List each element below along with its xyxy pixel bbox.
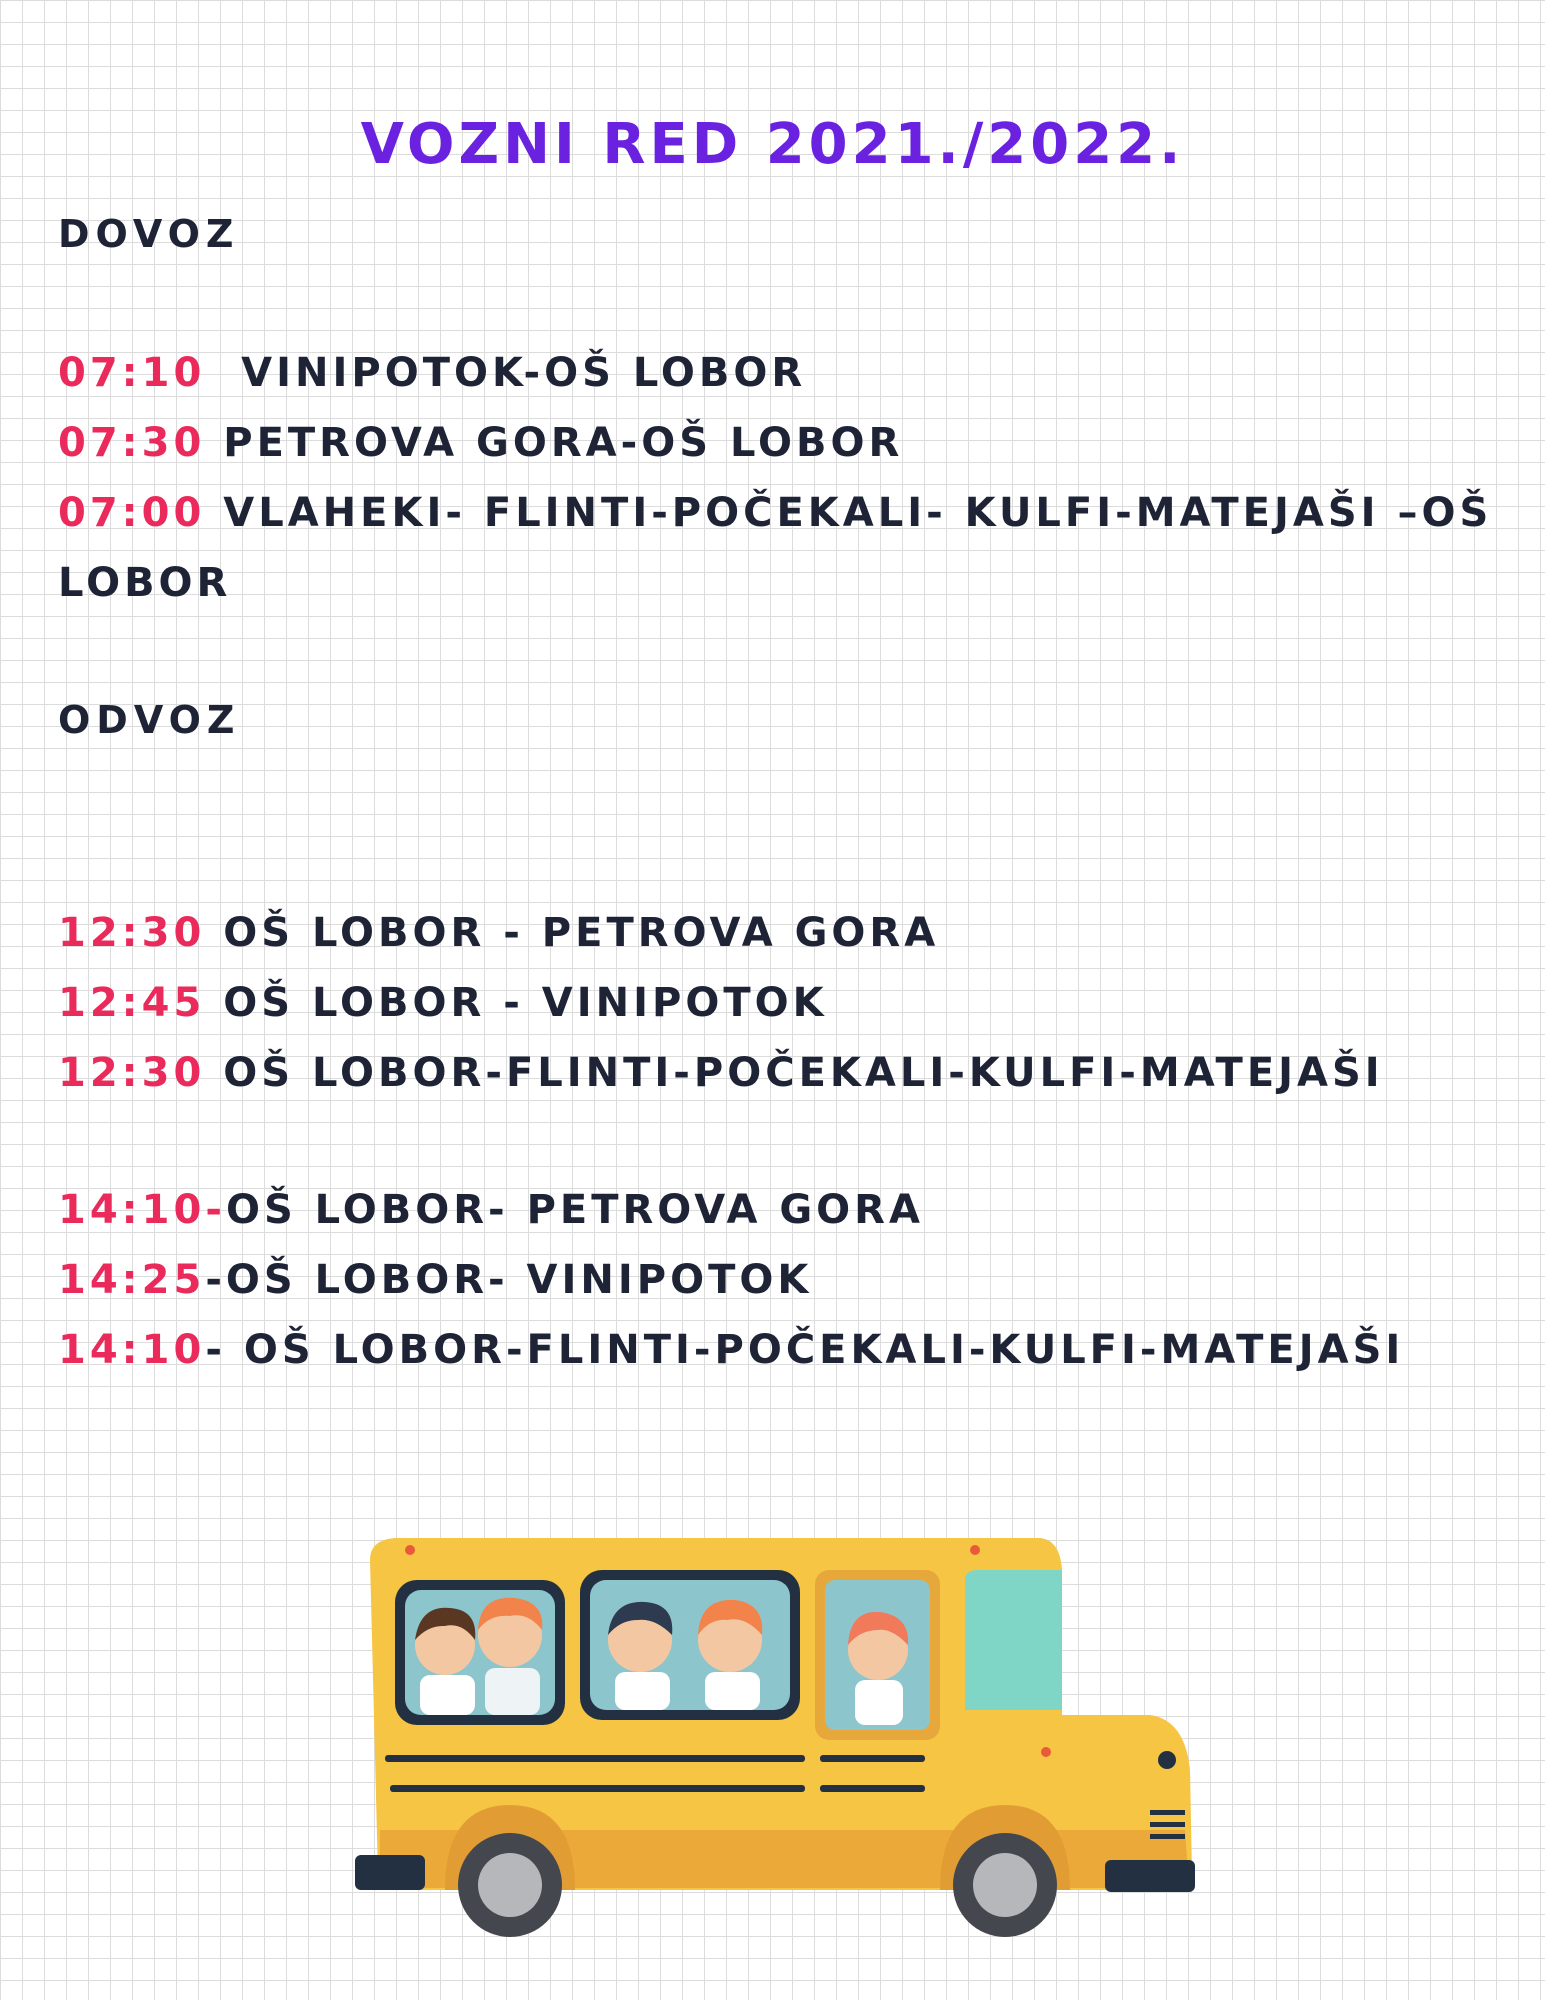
section-heading-dovoz: DOVOZ [58,212,240,256]
section-heading-odvoz: ODVOZ [58,698,241,742]
departure-time: 14:10- [58,1187,226,1233]
route-text: PETROVA GORA-OŠ LOBOR [205,420,904,466]
route-text: OŠ LOBOR-FLINTI-POČEKALI-KULFI-MATEJAŠI [205,1050,1384,1096]
route-text: -OŠ LOBOR- VINIPOTOK [205,1257,813,1303]
route-text: VLAHEKI- FLINTI-POČEKALI- KULFI-MATEJAŠI –OŠ LOBOR [58,490,1493,606]
departure-time: 07:30 [58,420,206,466]
schedule-row [58,478,1498,618]
route-text: OŠ LOBOR - PETROVA GORA [205,910,940,956]
route-text: OŠ LOBOR - VINIPOTOK [205,980,828,1026]
departure-time: 12:45 [58,980,206,1026]
route-text: OŠ LOBOR- PETROVA GORA [225,1187,924,1233]
schedule-row [58,408,1498,478]
page-title: VOZNI RED 2021./2022. [360,112,1185,177]
departure-time: 14:10 [58,1327,206,1373]
departure-time: 14:25 [58,1257,206,1303]
departure-time: 12:30 [58,1050,206,1096]
schedule-row [58,1038,1498,1108]
schedule-row [58,1315,1498,1385]
route-text: VINIPOTOK-OŠ LOBOR [205,350,807,396]
route-text: - OŠ LOBOR-FLINTI-POČEKALI-KULFI-MATEJAŠI [205,1327,1405,1373]
schedule-row [58,968,1498,1038]
departure-time: 12:30 [58,910,206,956]
schedule-row [58,338,1498,408]
departure-time: 07:10 [58,350,206,396]
schedule-row [58,1245,1498,1315]
schedule-row [58,898,1498,968]
schedule-row [58,1175,1498,1245]
school-bus-with-children-icon [350,1530,1200,1940]
departure-time: 07:00 [58,490,206,536]
